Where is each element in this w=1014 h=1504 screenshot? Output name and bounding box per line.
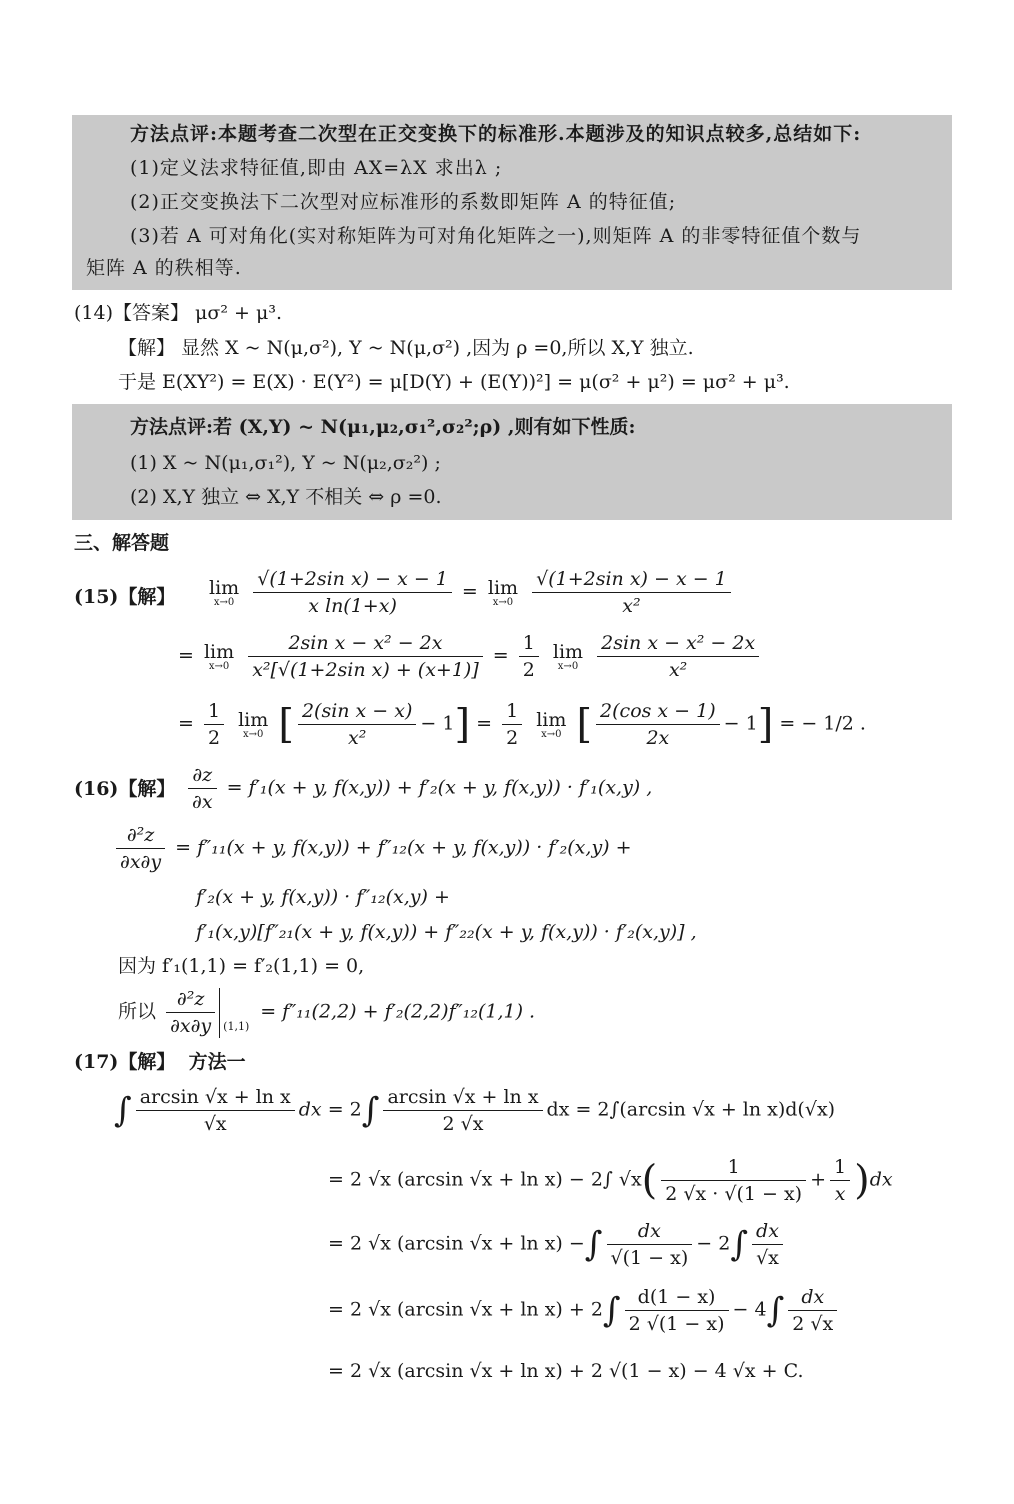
fraction: $\frac{\text{√(1+2sin x) − x − 1}}{\text{x ln(1+x)}}$ [253, 566, 452, 619]
q15-row1: lim x→0 $\frac{\text{√(1+2sin x) − x − 1}}{\text{x ln(1+x)}}$ = lim x→0 $\frac{\text{√(1+2sin x) − x − 1}}{\text{x²}}$ [205, 566, 735, 619]
q17-label: (17)【解】 方法一 [74, 1051, 246, 1073]
fraction: $\frac{\text{arcsin √x + ln x}}{√x}$ [136, 1084, 295, 1137]
q14-solution-line2: 于是 E(XY²) = E(X) · E(Y²) = μ[D(Y) + (E(Y))²] = μ(σ² + μ²) = μσ² + μ³. [118, 371, 790, 393]
fraction: $\frac{dx}{√(1 - x)}$ [607, 1218, 693, 1271]
fraction: $\frac{\text{arcsin √x + ln x}}{2 √x}$ [383, 1084, 542, 1137]
fraction: $\frac{\text{2(cos x − 1)}}{2x}$ [596, 698, 720, 751]
fraction: $\frac{dx}{2 √x}$ [788, 1284, 837, 1337]
box1-line4: (3)若 A 可对角化(实对称矩阵为可对角化矩阵之一),则矩阵 A 的非零特征值个数与 [130, 225, 862, 247]
q15-row2: = lim x→0 $\frac{\text{2sin x − x² − 2x}}{\text{x²[√(1+2sin x) + (x+1)]}}$ = $\frac{1}{2}$ lim x→0 $\frac{\text{2sin x − x² − 2x}}{\text{x²}}$ [178, 630, 763, 683]
box2-line1: 方法点评:若 (X,Y) ~ N(μ₁,μ₂,σ₁²,σ₂²;ρ) ,则有如下性质: [130, 416, 636, 438]
q17-row5: = 2 √x (arcsin √x + ln x) + 2 √(1 − x) − 4 √x + C. [328, 1360, 804, 1382]
box1-line2: (1)定义法求特征值,即由 AX=λX 求出λ ; [130, 157, 503, 179]
method-note-box-1 [72, 115, 952, 290]
q16-row3: f′₂(x + y, f(x,y)) · f″₁₂(x,y) + [196, 886, 450, 908]
fraction: $\frac{\text{2(sin x − x)}}{\text{x²}}$ [298, 698, 416, 751]
q17-row2: = 2 √x (arcsin √x + ln x) − 2∫ √x( $\frac{1}{2 √x \cdot √(1 - x)}$ + $\frac{1}{x}$ )dx [328, 1156, 893, 1205]
q16-row6: 所以 $\frac{\text{∂²z}}{\partial x\partial y}$ (1,1) = f″₁₁(2,2) + f′₂(2,2)f″₁₂(1,1) . [118, 988, 536, 1037]
fraction: $\frac{1}{x}$ [830, 1154, 850, 1207]
fraction: $\frac{d(1 - x)}{2 √(1 - x)}$ [625, 1284, 729, 1337]
q15-row3: = $\frac{1}{2}$ lim x→0 [ $\frac{\text{2(sin x − x)}}{\text{x²}}$ − 1] = $\frac{1}{2}$ lim x→0 [ $\frac{\text{2(cos x − 1)}}{2x}$ − 1] = − 1/2 . [178, 700, 866, 749]
box2-line3: (2) X,Y 独立 ⇔ X,Y 不相关 ⇔ ρ =0. [130, 486, 442, 508]
fraction: $\frac{1}{2}$ [204, 698, 224, 751]
q17-row3: = 2 √x (arcsin √x + ln x) −∫ $\frac{dx}{√(1 - x)}$ − 2∫ $\frac{dx}{√x}$ [328, 1218, 787, 1271]
fraction: $\frac{\text{∂²z}}{\partial x\partial y}$ [116, 822, 165, 875]
q16-label: (16)【解】 [74, 778, 176, 800]
method-note-box-2 [72, 404, 952, 520]
fraction: $\frac{\partial z}{\partial x}$ [188, 762, 217, 815]
box1-line3: (2)正交变换法下二次型对应标准形的系数即矩阵 A 的特征值; [130, 191, 677, 213]
q14-answer: (14)【答案】 μσ² + μ³. [74, 302, 282, 324]
box1-line1: 方法点评:本题考查二次型在正交变换下的标准形.本题涉及的知识点较多,总结如下: [130, 123, 862, 145]
q16-row4: f′₁(x,y)[f″₂₁(x + y, f(x,y)) + f″₂₂(x + y, f(x,y)) · f′₂(x,y)] , [196, 921, 697, 943]
fraction: $\frac{\text{2sin x − x² − 2x}}{\text{x²[√(1+2sin x) + (x+1)]}}$ [248, 630, 483, 683]
q15-label: (15)【解】 [74, 586, 176, 608]
q17-row1: ∫ $\frac{\text{arcsin √x + ln x}}{√x}$ dx = 2∫ $\frac{\text{arcsin √x + ln x}}{2 √x}$ dx = 2∫(arcsin √x + ln x)d(√x) [114, 1086, 836, 1135]
q16-row1: $\frac{\partial z}{\partial x}$ = f′₁(x + y, f(x,y)) + f′₂(x + y, f(x,y)) · f′₁(x,y) , [184, 762, 652, 815]
limit-op: lim x→0 [203, 640, 235, 672]
fraction: $\frac{\text{√(1+2sin x) − x − 1}}{\text{x²}}$ [532, 566, 731, 619]
fraction: $\frac{1}{2}$ [502, 698, 522, 751]
limit-op: lim x→0 [552, 640, 584, 672]
limit-op: lim x→0 [238, 708, 269, 740]
evaluation-bar: (1,1) [219, 988, 254, 1038]
fraction: $\frac{1}{2 √x \cdot √(1 - x)}$ [661, 1154, 806, 1207]
q14-solution-line1: 【解】 显然 X ~ N(μ,σ²), Y ~ N(μ,σ²) ,因为 ρ =0,所以 X,Y 独立. [118, 337, 694, 359]
fraction: $\frac{dx}{√x}$ [752, 1218, 783, 1271]
section-title: 三、解答题 [74, 532, 170, 554]
q16-row2: $\frac{\text{∂²z}}{\partial x\partial y}$ = f″₁₁(x + y, f(x,y)) + f″₁₂(x + y, f(x,y)) · f′₂(x,y) + [112, 822, 632, 875]
limit-op: lim x→0 [536, 708, 567, 740]
limit-op: lim x→0 [487, 576, 519, 608]
q16-row5: 因为 f′₁(1,1) = f′₂(1,1) = 0, [118, 955, 365, 977]
fraction: $\frac{\text{2sin x − x² − 2x}}{\text{x²}}$ [597, 630, 759, 683]
q17-row4: = 2 √x (arcsin √x + ln x) + 2∫ $\frac{d(1 - x)}{2 √(1 - x)}$ − 4∫ $\frac{dx}{2 √x}$ [328, 1284, 841, 1337]
fraction: $\frac{\text{∂²z}}{\partial x\partial y}$ [166, 986, 215, 1039]
box1-line5: 矩阵 A 的秩相等. [86, 257, 242, 279]
fraction: $\frac{1}{2}$ [519, 630, 539, 683]
limit-op: lim x→0 [209, 576, 240, 608]
box2-line2: (1) X ~ N(μ₁,σ₁²), Y ~ N(μ₂,σ₂²) ; [130, 452, 441, 474]
